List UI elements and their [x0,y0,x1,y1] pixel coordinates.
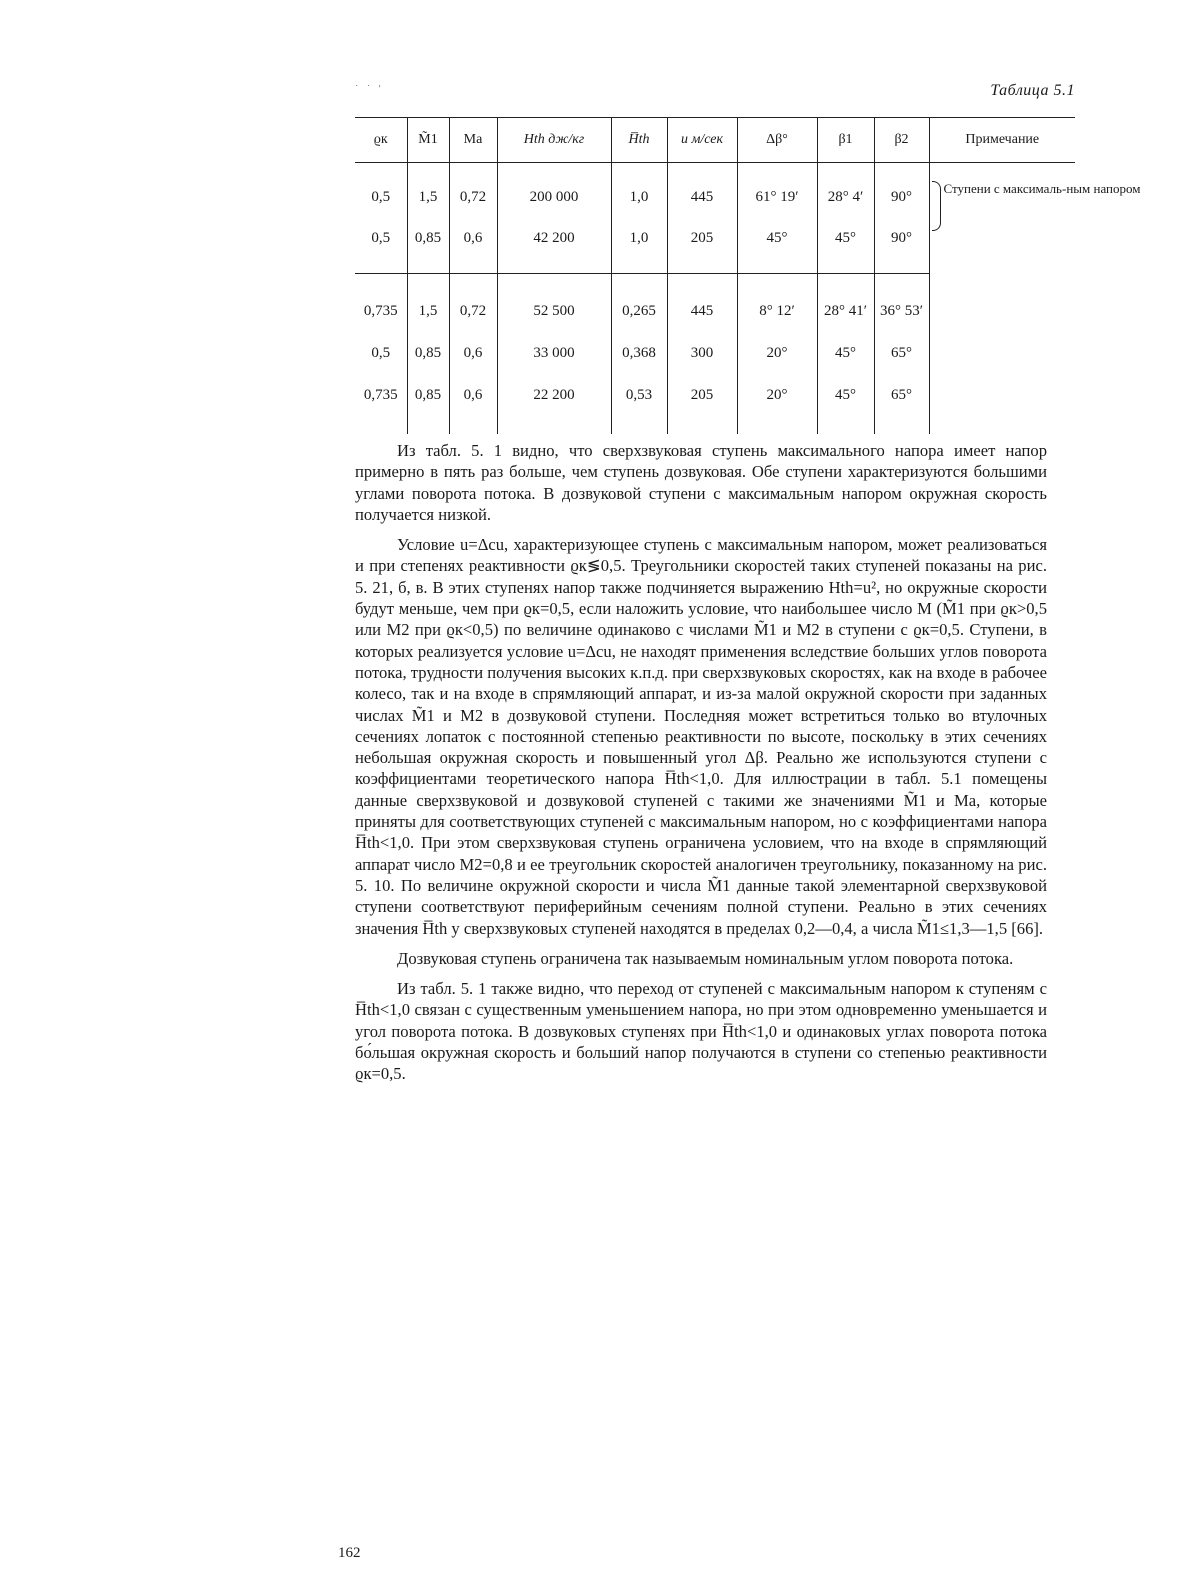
table-cell: 28° 4′ [817,177,874,218]
header-cell: u м/сек [667,118,737,163]
header-cell: ϱк [355,118,407,163]
header-cell: Ma [449,118,497,163]
table-cell: 0,72 [449,288,497,332]
table-cell: 1,0 [611,177,667,218]
table-cell: 36° 53′ [874,288,929,332]
scan-specks: ˙ ˙ ′ [355,84,384,95]
table-row [355,288,1075,332]
table-cell: 0,6 [449,374,497,416]
table-cell: 20° [737,332,817,374]
table-cell: 42 200 [497,218,611,259]
table-cell: 1,5 [407,288,449,332]
table-cell: 1,0 [611,218,667,259]
table-cell: 200 000 [497,177,611,218]
table-cell: 28° 41′ [817,288,874,332]
table-cell: 300 [667,332,737,374]
table-cell: 0,85 [407,374,449,416]
table-cell: 65° [874,332,929,374]
table-cell: 445 [667,288,737,332]
table-cell: 0,6 [449,218,497,259]
page-number: 162 [338,1545,361,1561]
data-table [355,117,1141,434]
table-cell: 0,5 [355,332,407,374]
table-row [355,332,1075,374]
paragraph: Из табл. 5. 1 также видно, что переход от ступеней с максимальным напором к ступеням с H̅th<1,0 связан с существенным уменьшением напора, но при этом одновременно уменьшается и угол поворота потока. В дозвуковых ступенях при H̅th<1,0 и одинаковых углах поворота потока бо́льшая окружная скорость и больший напор получаются в ступени со степенью реактивности ϱк=0,5. [355,979,1047,1084]
table-cell: 1,5 [407,177,449,218]
paragraph: Из табл. 5. 1 видно, что сверхзвуковая ступень максимального напора имеет напор примерно в пять раз больше, чем ступень дозвуковая. Обе ступени характеризуются большими углами поворота потока. В дозвуковой ступени с максимальным напором окружная скорость получается низкой. [355,441,1047,524]
table-cell: 61° 19′ [737,177,817,218]
table-cell: 45° [817,332,874,374]
table-cell: 90° [874,218,929,259]
table-cell: 0,53 [611,374,667,416]
table-header-row [355,118,1075,163]
table-cell: 52 500 [497,288,611,332]
table-cell: 0,368 [611,332,667,374]
table-cell: 0,735 [355,374,407,416]
table-cell: 205 [667,374,737,416]
table-cell: 0,85 [407,332,449,374]
table-cell: 0,72 [449,177,497,218]
table-cell: 205 [667,218,737,259]
body-text [355,440,1047,1094]
table-cell: 33 000 [497,332,611,374]
table-cell: 45° [817,374,874,416]
paragraph: Условие u=Δcu, характеризующее ступень с максимальным напором, может реализоваться и при степенях реактивности ϱк≶0,5. Треугольники скоростей таких ступеней показаны на рис. 5. 21, б, в. В этих ступенях напор также подчиняется выражению Hth=u², но окружные скорости будут меньше, чем при ϱк=0,5, если наложить условие, что наибольшее число M (M̃1 при ϱк>0,5 или M2 при ϱк<0,5) по величине одинаково с числами M̃1 и M2 в ступени с ϱк=0,5. Ступени, в которых реализуется условие u=Δcu, не находят применения вследствие больших углов поворота потока, трудности получения высоких к.п.д. при сверхзвуковых скоростях, как на входе в рабочее колесо, так и на входе в спрямляющий аппарат, и из-за малой окружной скорости при заданных числах M̃1 и M2 в дозвуковой ступени. Последняя может встретиться только во втулочных сечениях лопаток с постоянной степенью реактивности по высоте, поскольку в этих сечениях небольшая окружная скорость и повышенный угол Δβ. Реально же используются ступени с коэффициентами теоретического напора H̅th<1,0. Для иллюстрации в табл. 5.1 помещены данные сверхзвуковой и дозвуковой ступеней с такими же значениями M̃1 и Ma, которые приняты для соответствующих ступеней с максимальным напором, но с коэффициентами напора H̅th<1,0. При этом сверхзвуковая ступень ограничена условием, что на входе в спрямляющий аппарат число M2=0,8 и ее треугольник скоростей аналогичен треугольнику, показанному на рис. 5. 10. По величине окружной скорости и числа M̃1 данные такой элементарной сверхзвуковой ступени соответствуют периферийным сечениям полной ступени. Реально в этих сечениях значения H̅th у сверхзвуковых ступеней находятся в пределах 0,2—0,4, а числа M̃1≤1,3—1,5 [66]. [355,535,1047,938]
table-cell: 90° [874,177,929,218]
table-cell: 0,6 [449,332,497,374]
header-cell: Примечание [929,118,1075,163]
header-cell: H̅th [611,118,667,163]
header-cell: β2 [874,118,929,163]
note-text: Ступени с максималь-ным напором [943,181,1141,196]
table-cell: 445 [667,177,737,218]
table-cell: 22 200 [497,374,611,416]
header-cell: Δβ° [737,118,817,163]
paragraph: Дозвуковая ступень ограничена так называемым номинальным углом поворота потока. [397,948,1014,968]
table-cell: 0,265 [611,288,667,332]
curly-brace-icon [932,181,941,231]
table-cell: 0,735 [355,288,407,332]
table-cell: 20° [737,374,817,416]
book-page [355,70,1141,1570]
table-cell: 45° [817,218,874,259]
table-cell: 0,5 [355,218,407,259]
header-cell: M̃1 [407,118,449,163]
table-cell: 65° [874,374,929,416]
table-cell: 0,5 [355,177,407,218]
table-cell: 8° 12′ [737,288,817,332]
table-row [355,374,1075,416]
header-cell: β1 [817,118,874,163]
table-cell: 45° [737,218,817,259]
header-cell: Hth дж/кг [497,118,611,163]
table-cell: 0,85 [407,218,449,259]
note-cell [929,163,1141,274]
table-caption: Таблица 5.1 [990,82,1075,99]
